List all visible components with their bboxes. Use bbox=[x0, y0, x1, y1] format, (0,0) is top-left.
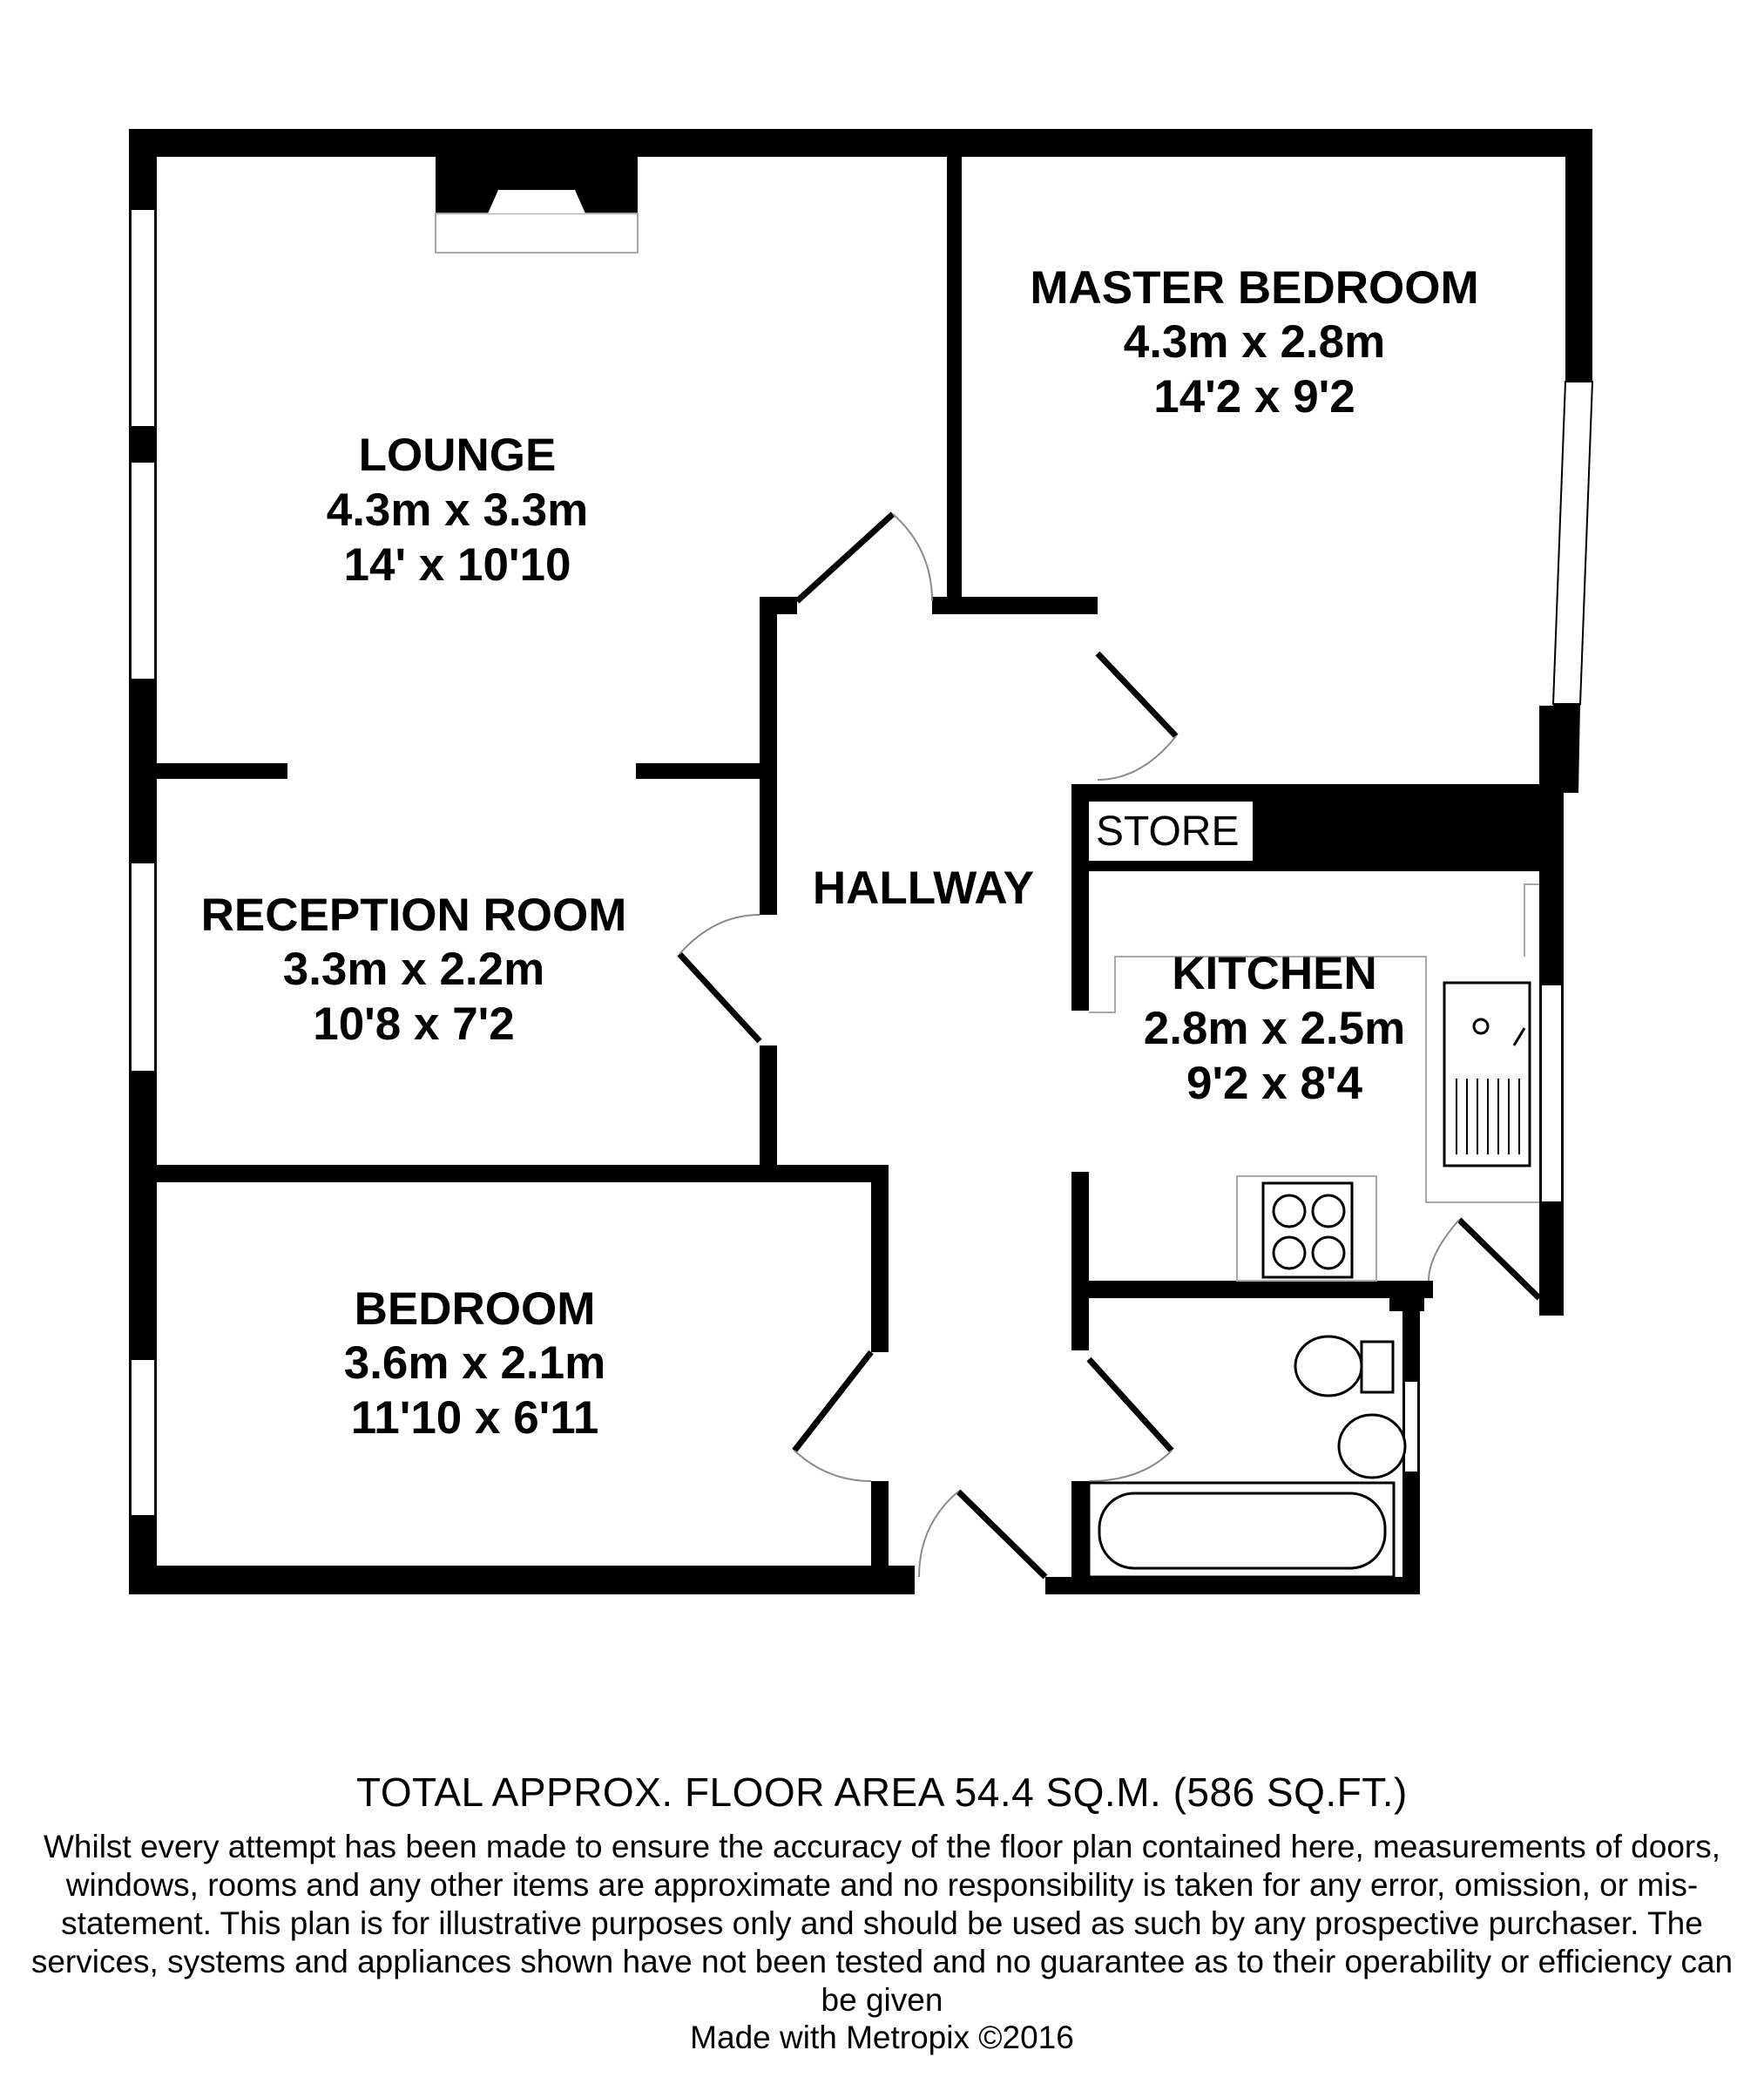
disclaimer-text: Whilst every attempt has been made to ensure the accuracy of the floor plan contained here, measurements of doors, windows, rooms and any other items are approximate and no responsibility is taken for any error, omission, or mis-statement. This plan is for illustrative purposes only and should be used as such by any prospective purchaser. The services, systems and appliances shown have not been tested and no guarantee as to their operability or efficiency can be given bbox=[30, 1829, 1734, 2018]
bathroom-window bbox=[1404, 1381, 1418, 1472]
entrance-door-swing bbox=[919, 1492, 958, 1577]
bathroom-door-swing bbox=[1089, 1451, 1172, 1481]
reception-door bbox=[679, 954, 760, 1041]
hallway-name: HALLWAY bbox=[812, 863, 1035, 914]
wall-hall-left-upper-v bbox=[760, 597, 777, 915]
hob-ring-icon bbox=[1313, 1237, 1344, 1269]
wall-bath-left-lower bbox=[1071, 1481, 1089, 1594]
fireplace-opening bbox=[488, 190, 585, 213]
store-name: STORE bbox=[1096, 809, 1240, 855]
wall-reception-bedroom bbox=[157, 1165, 880, 1182]
total-floor-area: TOTAL APPROX. FLOOR AREA 54.4 SQ.M. (586 SQ.FT.) bbox=[356, 1769, 1408, 1815]
wall-bottom-left bbox=[129, 1566, 915, 1594]
wall-lounge-master bbox=[947, 157, 962, 597]
wall-bath-corner bbox=[1389, 1281, 1424, 1311]
lounge-window-upper bbox=[131, 209, 155, 427]
lounge-metric-dimensions: 4.3m x 3.3m bbox=[326, 484, 589, 536]
master-bedroom-door bbox=[1098, 653, 1176, 736]
kitchen-counter-right bbox=[1524, 884, 1539, 957]
wall-bottom-right bbox=[1045, 1577, 1418, 1594]
kitchen-door-swing bbox=[1429, 1220, 1459, 1281]
bedroom-metric-dimensions: 3.6m x 2.1m bbox=[343, 1337, 606, 1389]
bedroom-door-swing bbox=[794, 1451, 871, 1481]
lounge-window-lower bbox=[131, 462, 155, 680]
master-bedroom-name: MASTER BEDROOM bbox=[1030, 262, 1479, 314]
sink-drain-icon bbox=[1474, 1019, 1488, 1033]
hob-ring-icon bbox=[1313, 1195, 1344, 1227]
lounge-imperial-dimensions: 14' x 10'10 bbox=[343, 539, 571, 591]
credit-text: Made with Metropix ©2016 bbox=[690, 2020, 1074, 2055]
wall-right-mid bbox=[1551, 704, 1580, 793]
lounge-door-swing bbox=[893, 514, 932, 601]
kitchen-window bbox=[1541, 984, 1562, 1202]
wall-kitchen-bath bbox=[1071, 1281, 1433, 1298]
lounge-name: LOUNGE bbox=[358, 430, 557, 481]
wall-hall-left-lower bbox=[760, 1045, 777, 1172]
reception-door-swing bbox=[679, 915, 760, 954]
toilet-cistern-icon bbox=[1362, 1342, 1393, 1392]
bedroom-imperial-dimensions: 11'10 x 6'11 bbox=[350, 1392, 599, 1444]
wall-bedroom-right-upper bbox=[871, 1165, 889, 1352]
fireplace-hearth bbox=[436, 213, 638, 253]
kitchen-metric-dimensions: 2.8m x 2.5m bbox=[1143, 1003, 1406, 1054]
reception-room-metric-dimensions: 3.3m x 2.2m bbox=[282, 944, 545, 995]
reception-window bbox=[131, 863, 155, 1072]
kitchen-imperial-dimensions: 9'2 x 8'4 bbox=[1186, 1058, 1363, 1109]
lounge-door bbox=[797, 514, 893, 601]
wall-bath-left-upper bbox=[1071, 1281, 1089, 1350]
basin-icon bbox=[1339, 1415, 1405, 1478]
wall-kitchen-left-upper bbox=[1071, 784, 1089, 1011]
wall-right-upper bbox=[1565, 129, 1592, 382]
master-bedroom-window bbox=[1553, 382, 1592, 704]
master-bedroom-imperial-dimensions: 14'2 x 9'2 bbox=[1153, 371, 1355, 423]
bathroom-door bbox=[1089, 1359, 1172, 1451]
bathtub-inner-icon bbox=[1099, 1493, 1385, 1568]
kitchen-door bbox=[1459, 1220, 1539, 1298]
entrance-door bbox=[958, 1492, 1045, 1577]
toilet-icon bbox=[1295, 1336, 1362, 1396]
wall-master-bottom-left bbox=[932, 597, 1098, 614]
reception-room-imperial-dimensions: 10'8 x 7'2 bbox=[313, 998, 515, 1050]
hob-ring-icon bbox=[1274, 1237, 1305, 1269]
wall-lounge-reception-left bbox=[157, 763, 287, 779]
kitchen-name: KITCHEN bbox=[1172, 948, 1377, 999]
wall-top bbox=[129, 129, 1592, 157]
bedroom-name: BEDROOM bbox=[354, 1283, 596, 1335]
bathroom-fixtures bbox=[1089, 1336, 1405, 1577]
reception-room-name: RECEPTION ROOM bbox=[200, 890, 627, 941]
master-bedroom-door-swing bbox=[1098, 736, 1176, 780]
wall-lounge-reception-right bbox=[636, 763, 777, 779]
master-bedroom-metric-dimensions: 4.3m x 2.8m bbox=[1123, 316, 1386, 368]
bedroom-window bbox=[131, 1359, 155, 1516]
hob-ring-icon bbox=[1274, 1195, 1305, 1227]
bedroom-door bbox=[794, 1352, 871, 1451]
